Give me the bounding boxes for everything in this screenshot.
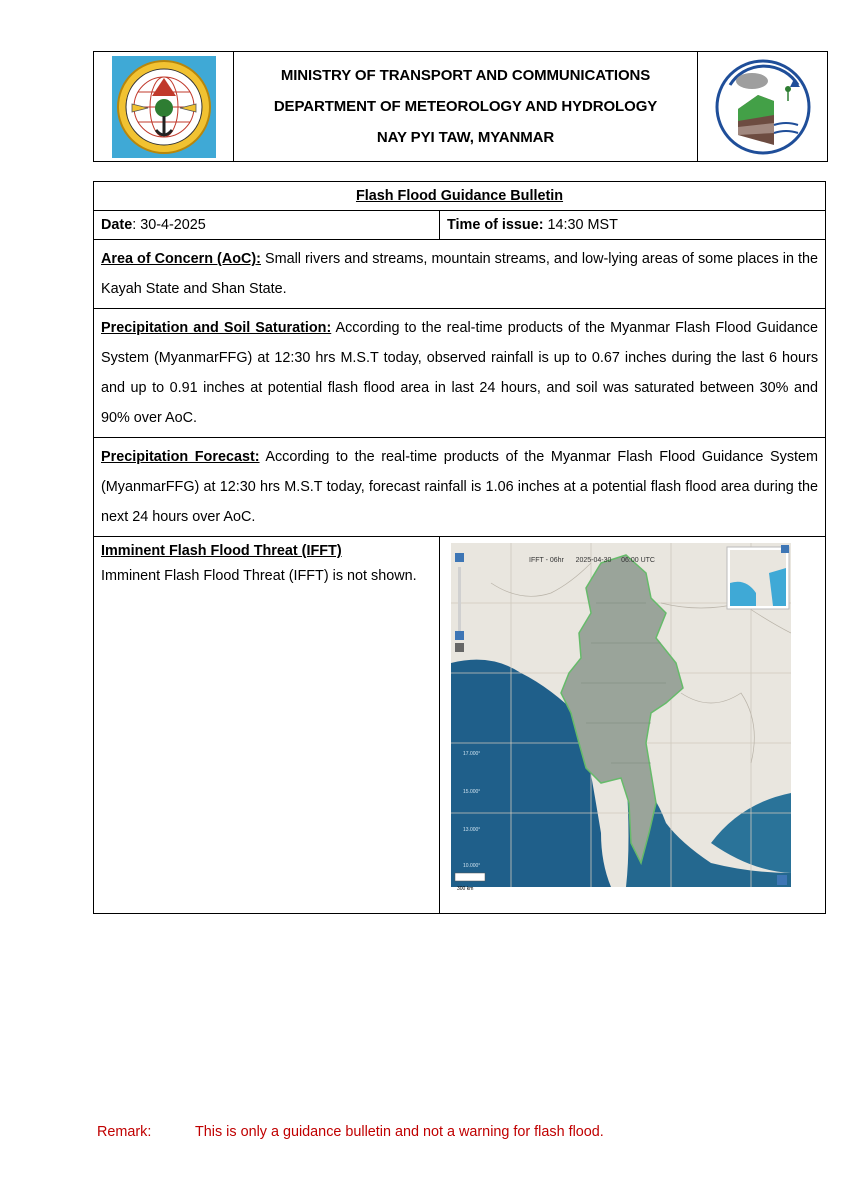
lat-label: 17.000°: [463, 751, 481, 757]
precip-text: According to the real-time products of the Myanmar Flash Flood Guidance System (MyanmarFFG) at 12:30 hrs M.S.T today, observed rainfall is up to 0.67 inches during the last 6 hours and up to 0.91 inches at potential flash flood area in last 24 hours, and soil was saturated between 30% and 90% over AoC.: [101, 320, 819, 426]
lat-label: 10.000°: [463, 863, 481, 869]
ifft-text: Imminent Flash Flood Threat (IFFT) is not shown.: [101, 568, 417, 584]
ifft-map[interactable]: [451, 543, 791, 892]
aoc-cell: [94, 240, 826, 309]
map-title: IFFT - 06hr: [529, 557, 564, 564]
forecast-label: Precipitation Forecast:: [101, 449, 260, 465]
inset-toggle-icon[interactable]: [781, 545, 789, 553]
precip-label: Precipitation and Soil Saturation:: [101, 320, 332, 336]
zoom-slider[interactable]: [458, 567, 461, 637]
hydrology-logo-cell: [697, 52, 827, 161]
aoc-label: Area of Concern (AoC):: [101, 251, 261, 267]
header-titles: [234, 52, 697, 161]
header-department: DEPARTMENT OF METEOROLOGY AND HYDROLOGY: [273, 98, 658, 115]
ifft-label: Imminent Flash Flood Threat (IFFT): [101, 543, 342, 559]
letterhead: [93, 51, 828, 162]
map-title-bar: [529, 546, 655, 576]
forecast-text: According to the real-time products of the Myanmar Flash Flood Guidance System (MyanmarFFG) at 12:30 hrs M.S.T today, forecast rainfall is 1.06 inches at a potential flash flood area during the next 24 hours over AoC.: [101, 449, 819, 525]
info-icon[interactable]: [777, 875, 787, 885]
time-value: 14:30 MST: [543, 217, 618, 233]
ifft-map-svg: [451, 543, 791, 887]
ifft-cell: [94, 537, 440, 914]
forecast-cell: [94, 438, 826, 537]
ministry-emblem-icon: [112, 56, 216, 158]
remark-label: Remark:: [97, 1124, 152, 1140]
lat-label: 15.000°: [463, 789, 481, 795]
aoc-text: Small rivers and streams, mountain streams, and low-lying areas of some places in the Kayah State and Shan State.: [101, 251, 819, 297]
bulletin-table: [93, 181, 826, 914]
date-label: Date: [101, 217, 133, 233]
remark-text: This is only a guidance bulletin and not a warning for flash flood.: [195, 1124, 604, 1140]
date-value: : 30-4-2025: [132, 217, 206, 233]
precip-cell: [94, 309, 826, 438]
bulletin-title: Flash Flood Guidance Bulletin: [355, 188, 564, 204]
zoom-in-icon[interactable]: [455, 553, 464, 562]
ministry-logo-cell: [94, 52, 234, 161]
scale-label: 300 km: [457, 886, 474, 892]
time-cell: [440, 211, 826, 240]
map-cell: [440, 537, 826, 914]
bulletin-title-cell: [94, 182, 826, 211]
zoom-out-icon[interactable]: [455, 631, 464, 640]
lat-label: 13.000°: [463, 827, 481, 833]
extent-icon[interactable]: [455, 643, 464, 652]
header-ministry: MINISTRY OF TRANSPORT AND COMMUNICATIONS: [280, 67, 651, 84]
header-location: NAY PYI TAW, MYANMAR: [376, 129, 555, 146]
time-label: Time of issue:: [447, 217, 544, 233]
remark: [97, 1124, 604, 1140]
water-cycle-logo-icon: [708, 55, 818, 159]
date-cell: [94, 211, 440, 240]
map-date: 2025-04-30: [575, 557, 612, 564]
map-time: 06:00 UTC: [621, 557, 655, 564]
